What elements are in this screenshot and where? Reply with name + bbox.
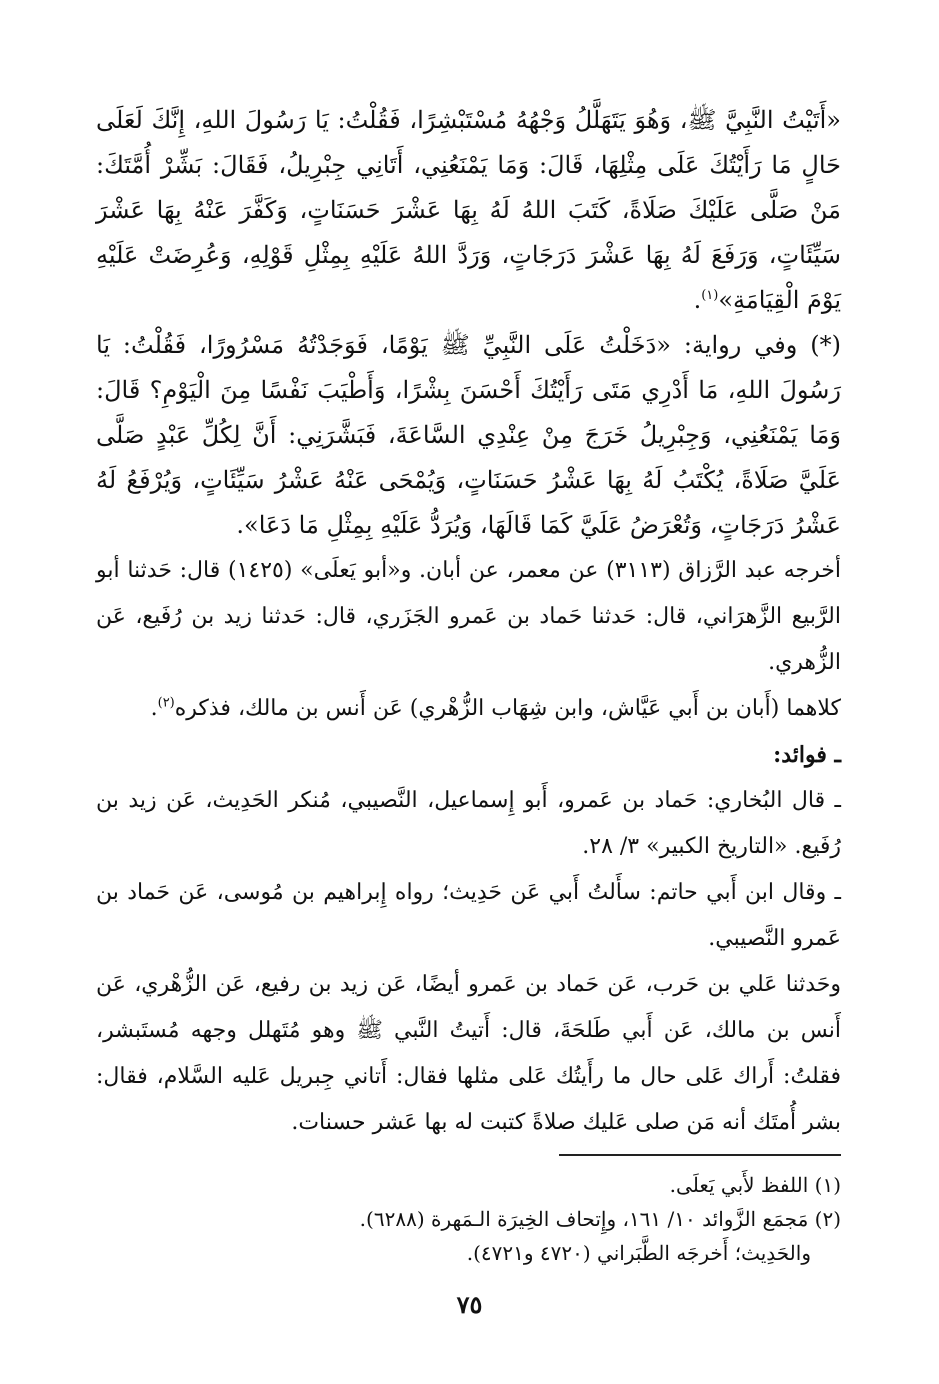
bukhari-paragraph: ـ قال البُخاري: حَماد بن عَمرو، أَبو إِسماعيل، النَّصيبي، مُنكر الحَدِيث، عَن زيد بن رُفَيع. «التاريخ الكبير» ٣/ ٢٨. — [96, 788, 841, 859]
kilahuma-text: كلاهما (أَبان بن أَبي عَيَّاش، وابن شِهَاب الزُّهْري) عَن أَنس بن مالك، فذكره — [174, 696, 841, 721]
ali-harb-paragraph: وحَدثنا عَلي بن حَرب، عَن حَماد بن عَمرو أيضًا، عَن زيد بن رفيع، عَن الزُّهْري، عَن أَنس بن مالك، عَن أَبي طَلحَةَ، قال: أَتيتُ النَّبي ﷺ وهو مُتَهلل وجهه مُستَبشر، فقلتُ: أَراك عَلى حال ما رأَيتُك عَلى مثلها فقال: أَتاني جِبريل عَليه السَّلام، فقال: بشر أُمتَك أنه مَن صلى عَليك صلاةً كتبت له بها عَشر حسنات. — [96, 972, 841, 1135]
kilahuma-paragraph: كلاهما (أَبان بن أَبي عَيَّاش، وابن شِهَاب الزُّهْري) عَن أَنس بن مالك، فذكره$^{(٢)}$. — [150, 695, 841, 721]
footnote-ref-1[interactable]: (١) — [701, 288, 719, 303]
page-number: ٧٥ — [456, 1290, 483, 1319]
footnote-1: (١) اللفظ لأَبي يَعلَى. — [669, 1173, 841, 1197]
hadith-riwaya: (*) وفي رواية: «دَخَلْتُ عَلَى النَّبِيِّ ﷺ يَوْمًا، فَوَجَدْتُهُ مَسْرُورًا، فَقُلْتُ: يَا رَسُولَ اللهِ، مَا أَدْرِي مَتَى رَأَيْتُكَ أَحْسَنَ بِشْرًا، وَأَطْيَبَ نَفْسًا مِنَ الْيَوْمِ؟ قَالَ: وَمَا يَمْنَعُنِي، وَجِبْرِيلُ خَرَجَ مِنْ عِنْدِي السَّاعَةَ، فَبَشَّرَنِي: أَنَّ لِكُلِّ عَبْدٍ صَلَّى عَلَيَّ صَلَاةً، يُكْتَبُ لَهُ بِهَا عَشْرُ حَسَنَاتٍ، وَيُمْحَى عَنْهُ عَشْرُ سَيِّئَاتٍ، وَيُرْفَعُ لَهُ عَشْرُ دَرَجَاتٍ، وَتُعْرَضُ عَلَيَّ كَمَا قَالَهَا، وَيُرَدُّ عَلَيْهِ بِمِثْلِ مَا دَعَا». — [96, 331, 841, 539]
hadith-main-text: «أَتَيْتُ النَّبِيَّ ﷺ، وَهُوَ يَتَهَلَّلُ وَجْهُهُ مُسْتَبْشِرًا، فَقُلْتُ: يَا رَسُولَ اللهِ، إِنَّكَ لَعَلَى حَالٍ مَا رَأَيْتُكَ عَلَى مِثْلِهَا، قَالَ: وَمَا يَمْنَعُنِي، أَتَانِي جِبْرِيلُ، فَقَالَ: بَشِّرْ أُمَّتَكَ: مَنْ صَلَّى عَلَيْكَ صَلَاةً، كَتَبَ اللهُ لَهُ بِهَا عَشْرَ حَسَنَاتٍ، وَكَفَّرَ عَنْهُ بِهَا عَشْرَ سَيِّئَاتٍ، وَرَفَعَ لَهُ بِهَا عَشْرَ دَرَجَاتٍ، وَرَدَّ اللهُ عَلَيْهِ بِمِثْلِ قَوْلِهِ، وَعُرِضَتْ عَلَيْهِ يَوْمَ الْقِيَامَةِ» — [96, 106, 841, 314]
footnote-ref-2[interactable]: (٢) — [157, 695, 175, 711]
footnote-2: (٢) مَجمَع الزَّوائد ١٠/ ١٦١، وإِتحاف الخِيرَة الـمَهرة (٦٢٨٨). — [359, 1207, 841, 1231]
abi-hatim-paragraph: ـ وقال ابن أَبي حاتم: سأَلتُ أَبي عَن حَدِيث؛ رواه إِبراهيم بن مُوسى، عَن حَماد بن عَمرو النَّصيبي. — [96, 880, 841, 951]
takhrij-paragraph: أخرجه عبد الرَّزاق (٣١١٣) عن معمر، عن أبان. و«أبو يَعلَى» (١٤٢٥) قال: حَدثنا أبو الرَّبيع الزَّهرَاني، قال: حَدثنا حَماد بن عَمرو الجَزَري، قال: حَدثنا زيد بن رُفَيع، عَن الزُّهري. — [96, 558, 841, 675]
footnotes — [96, 1168, 841, 1270]
footnote-2-continuation: والحَدِيث؛ أَخرجَه الطَّبَراني (٤٧٢٠ و٤٧٢١). — [466, 1241, 811, 1265]
page-body — [96, 98, 841, 1270]
fawaid-heading: ـ فوائد: — [773, 742, 841, 768]
hadith-main: «أَتَيْتُ النَّبِيَّ ﷺ، وَهُوَ يَتَهَلَّلُ وَجْهُهُ مُسْتَبْشِرًا، فَقُلْتُ: يَا رَسُولَ اللهِ، إِنَّكَ لَعَلَى حَالٍ مَا رَأَيْتُكَ عَلَى مِثْلِهَا، قَالَ: وَمَا يَمْنَعُنِي، أَتَانِي جِبْرِيلُ، فَقَالَ: بَشِّرْ أُمَّتَكَ: مَنْ صَلَّى عَلَيْكَ صَلَاةً، كَتَبَ اللهُ لَهُ بِهَا عَشْرَ حَسَنَاتٍ، وَكَفَّرَ عَنْهُ بِهَا عَشْرَ سَيِّئَاتٍ، وَرَفَعَ لَهُ بِهَا عَشْرَ دَرَجَاتٍ، وَرَدَّ اللهُ عَلَيْهِ بِمِثْلِ قَوْلِهِ، وَعُرِضَتْ عَلَيْهِ يَوْمَ الْقِيَامَةِ»$^{(١)}$. — [96, 106, 841, 314]
footnote-divider — [559, 1154, 841, 1156]
